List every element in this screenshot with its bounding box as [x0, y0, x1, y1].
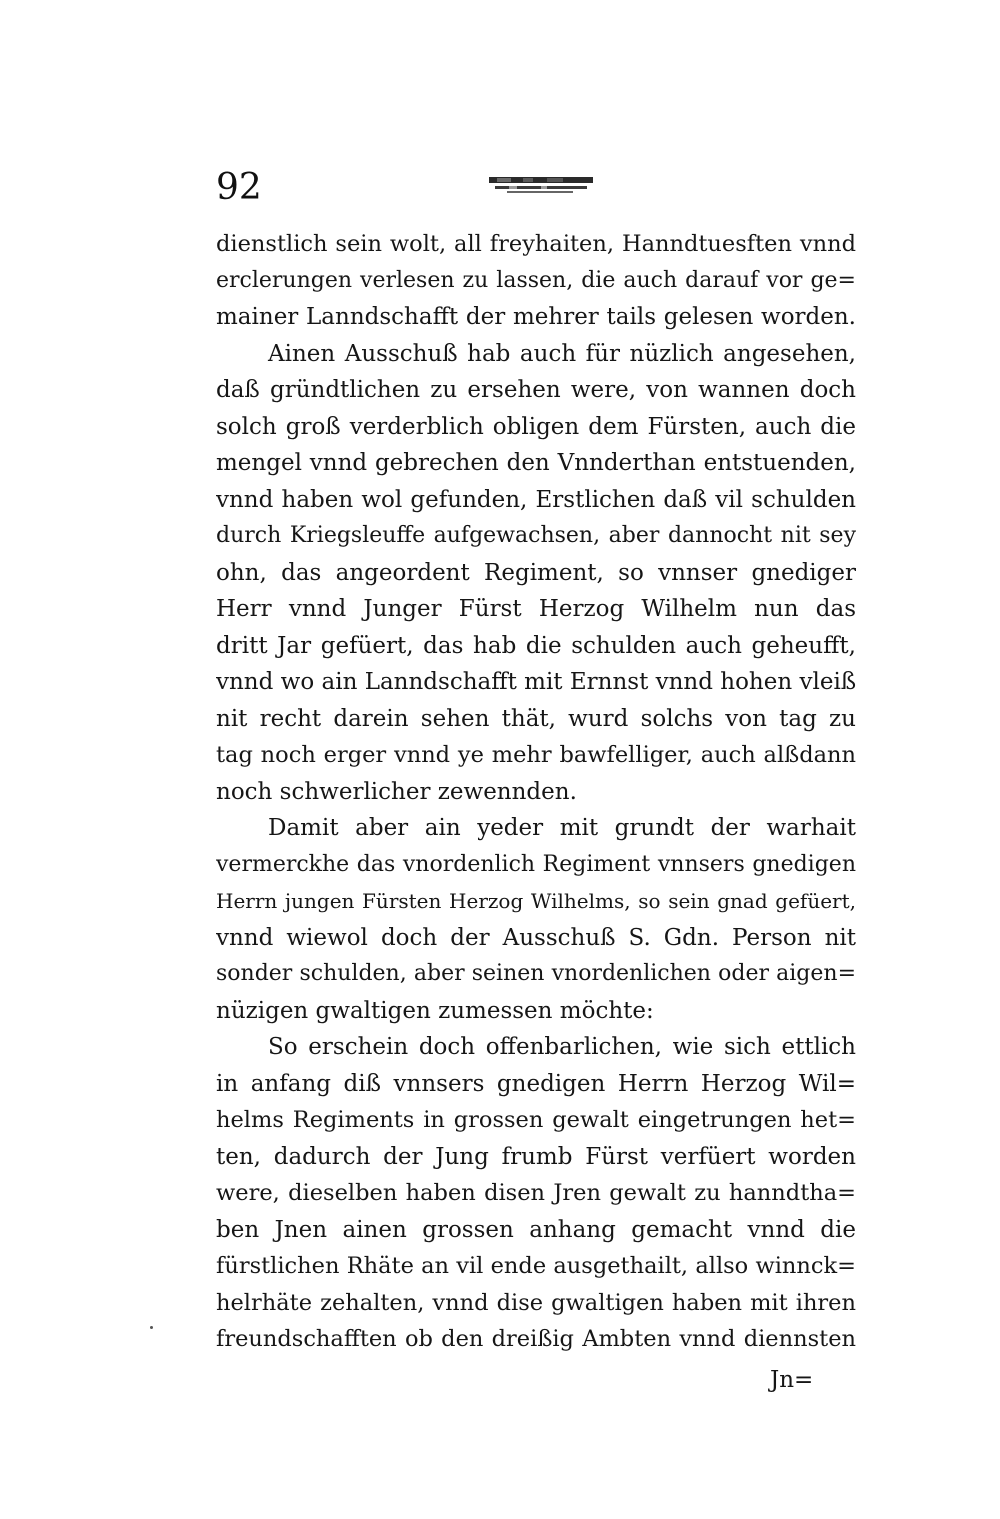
paper-speck — [150, 1326, 153, 1329]
text-line-11: Herr vnnd Junger Fürst Herzog Wilhelm nun das — [216, 596, 856, 622]
text-line-16: noch schwerlicher zewennden. — [216, 778, 577, 805]
text-line-4: Ainen Ausschuß hab auch für nüzlich angesehen, — [268, 340, 856, 367]
text-line-2: erclerungen verlesen zu lassen, die auch darauf vor ge= — [216, 267, 856, 293]
text-line-5: daß gründtlichen zu ersehen were, von wannen doch — [216, 377, 856, 403]
text-line-14: nit recht darein sehen thät, wurd solchs von tag zu — [216, 705, 856, 732]
text-line-18: vermerckhe das vnordenlich Regiment vnnsers gnedigen — [216, 851, 856, 877]
text-line-31: freundschafften ob den dreißig Ambten vnnd diennsten — [216, 1326, 856, 1352]
text-line-10: ohn, das angeordent Regiment, so vnnser gnediger — [216, 559, 856, 586]
text-line-19: Herrn jungen Fürsten Herzog Wilhelms, so sein gnad gefüert, — [216, 889, 856, 913]
text-line-25: helms Regiments in grossen gewalt eingetrungen het= — [216, 1107, 856, 1133]
text-line-20: vnnd wiewol doch der Ausschuß S. Gdn. Person nit — [216, 924, 856, 951]
text-line-27: were, dieselben haben disen Jren gewalt zu hanndtha= — [216, 1180, 856, 1206]
text-line-28: ben Jnen ainen grossen anhang gemacht vnnd die — [216, 1216, 856, 1243]
text-line-9: durch Kriegsleuffe aufgewachsen, aber dannocht nit sey — [216, 523, 856, 548]
text-line-8: vnnd haben wol gefunden, Erstlichen daß vil schulden — [216, 486, 856, 513]
text-line-7: mengel vnnd gebrechen den Vnnderthan entstuenden, — [216, 450, 856, 476]
header-ornament — [487, 174, 595, 196]
text-line-17: Damit aber ain yeder mit grundt der warhait — [268, 815, 856, 841]
text-line-23: So erschein doch offenbarlichen, wie sich ettlich — [268, 1034, 856, 1060]
text-line-1: dienstlich sein wolt, all freyhaiten, Hanndtuesften vnnd — [216, 231, 856, 257]
text-line-12: dritt Jar gefüert, das hab die schulden auch geheufft, — [216, 632, 856, 659]
text-line-30: helrhäte zehalten, vnnd dise gwaltigen haben mit ihren — [216, 1289, 856, 1316]
text-line-26: ten, dadurch der Jung frumb Fürst verfüert worden — [216, 1143, 856, 1170]
text-line-21: sonder schulden, aber seinen vnordenlichen oder aigen= — [216, 961, 856, 986]
text-line-3: mainer Lanndschafft der mehrer tails gelesen worden. — [216, 304, 856, 330]
page-number: 92 — [216, 167, 262, 208]
text-line-13: vnnd wo ain Lanndschafft mit Ernnst vnnd hohen vleiß — [216, 669, 856, 695]
text-line-29: fürstlichen Rhäte an vil ende ausgethailt, allso winnck= — [216, 1253, 856, 1279]
text-line-22: nüzigen gwaltigen zumessen möchte: — [216, 997, 654, 1024]
catchword: Jn= — [770, 1367, 814, 1393]
text-line-24: in anfang diß vnnsers gnedigen Herrn Herzog Wil= — [216, 1070, 856, 1097]
text-line-15: tag noch erger vnnd ye mehr bawfelliger, auch alßdann — [216, 742, 856, 768]
text-line-6: solch groß verderblich obligen dem Fürsten, auch die — [216, 413, 856, 440]
body-text — [216, 226, 856, 1358]
